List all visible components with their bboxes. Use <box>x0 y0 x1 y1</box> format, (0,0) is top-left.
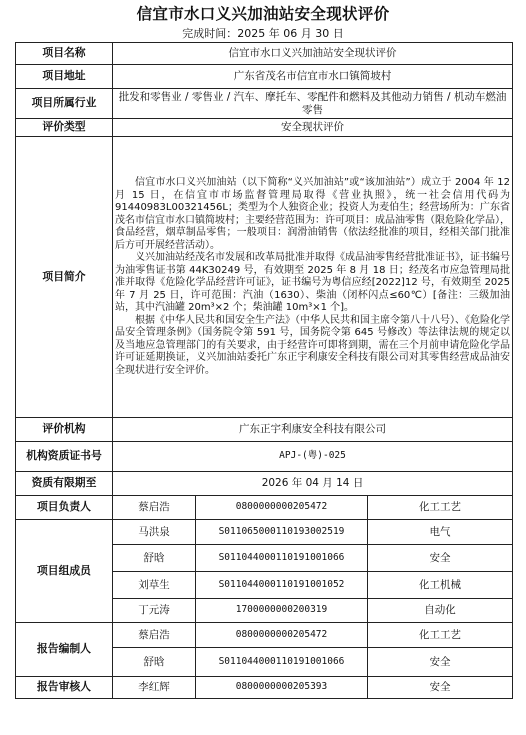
evaluation-type-label: 评价类型 <box>16 119 113 137</box>
table-row <box>16 520 513 545</box>
project-address-label: 项目地址 <box>16 65 113 89</box>
person-cert: 0800000000205472 <box>196 623 368 648</box>
person-cert: S011044000110191001066 <box>196 545 368 572</box>
report-reviewer-label: 报告审核人 <box>16 677 113 699</box>
project-name-label: 项目名称 <box>16 43 113 65</box>
person-specialty: 安全 <box>368 545 513 572</box>
person-name: 李红辉 <box>113 677 196 699</box>
person-specialty: 化工工艺 <box>368 496 513 520</box>
row-project-address <box>16 65 513 89</box>
table-row <box>16 623 513 648</box>
document-title: 信宜市水口义兴加油站安全现状评价 <box>136 5 390 23</box>
table-row <box>16 677 513 699</box>
certificate-value: APJ-(粤)-025 <box>113 442 513 472</box>
person-name: 蔡启浩 <box>113 623 196 648</box>
project-name-value: 信宜市水口义兴加油站安全现状评价 <box>113 43 513 65</box>
agency-label: 评价机构 <box>16 418 113 442</box>
project-intro-text <box>113 137 513 418</box>
person-name: 马洪泉 <box>113 520 196 545</box>
row-evaluation-type <box>16 119 513 137</box>
person-name: 刘草生 <box>113 572 196 599</box>
person-cert: 0800000000205472 <box>196 496 368 520</box>
project-industry-label: 项目所属行业 <box>16 89 113 119</box>
validity-label: 资质有限期至 <box>16 472 113 496</box>
intro-paragraph-3: 根据《中华人民共和国安全生产法》（中华人民共和国主席令第八十八号）、《危险化学品安全管理条例》（国务院令第 591 号，国务院令第 645 号修改）等法律法规的规定以及当地应急管理部门的有关要求，由于经营许可即将到期，需在三个月前申请危险化学品许可证延期换证，义兴加油站委托广东正宇利康安全科技有限公司对其零售经营成品油安全现状进行安全评价。 <box>115 314 511 376</box>
person-name: 舒晗 <box>113 648 196 677</box>
person-cert: S011065000110193002519 <box>196 520 368 545</box>
person-specialty: 电气 <box>368 520 513 545</box>
project-industry-value: 批发和零售业 / 零售业 / 汽车、摩托车、零配件和燃料及其他动力销售 / 机动车燃油零售 <box>113 89 513 119</box>
project-intro-label: 项目简介 <box>16 137 113 418</box>
report-writers-label: 报告编制人 <box>16 623 113 677</box>
evaluation-type-value: 安全现状评价 <box>113 119 513 137</box>
person-specialty: 安全 <box>368 648 513 677</box>
person-name: 蔡启浩 <box>113 496 196 520</box>
person-cert: 1700000000200319 <box>196 599 368 623</box>
row-project-name <box>16 43 513 65</box>
intro-paragraph-1: 信宜市水口义兴加油站（以下简称“义兴加油站”或“该加油站”）成立于 2004 年 12 月 15 日，在信宜市市场监督管理局取得《营业执照》，统一社会信用代码为 91440983L00321456L；类型为个人独资企业；投资人为麦伯生；经营场所为：广东省茂名市信宜市水口镇简坡村；主要经营范围为：许可项目：成品油零售（限危险化学品），食品经营，烟草制品零售；一般项目：润滑油销售（依法经批准的项目，经相关部门批准后方可开展经营活动）。 <box>115 177 511 251</box>
table-row <box>16 496 513 520</box>
person-name: 舒晗 <box>113 545 196 572</box>
validity-value: 2026 年 04 月 14 日 <box>113 472 513 496</box>
person-cert: S011044000110191001066 <box>196 648 368 677</box>
agency-value: 广东正宇利康安全科技有限公司 <box>113 418 513 442</box>
person-name: 丁元涛 <box>113 599 196 623</box>
row-certificate <box>16 442 513 472</box>
person-specialty: 自动化 <box>368 599 513 623</box>
person-cert: 0800000000205393 <box>196 677 368 699</box>
person-cert: S011044000110191001052 <box>196 572 368 599</box>
project-leader-label: 项目负责人 <box>16 496 113 520</box>
evaluation-info-table <box>15 42 513 699</box>
row-project-intro <box>16 137 513 418</box>
row-validity <box>16 472 513 496</box>
person-specialty: 安全 <box>368 677 513 699</box>
person-specialty: 化工机械 <box>368 572 513 599</box>
row-agency <box>16 418 513 442</box>
completion-date: 完成时间：2025 年 06 月 30 日 <box>182 27 344 40</box>
certificate-label: 机构资质证书号 <box>16 442 113 472</box>
row-project-industry <box>16 89 513 119</box>
person-specialty: 化工工艺 <box>368 623 513 648</box>
project-address-value: 广东省茂名市信宜市水口镇简坡村 <box>113 65 513 89</box>
intro-paragraph-2: 义兴加油站经茂名市发展和改革局批准并取得《成品油零售经营批准证书》，证书编号为油零售证书第 44K30249 号，有效期至 2025 年 8 月 18 日；经茂名市应急管理局批准并取得《危险化学品经营许可证》，证书编号为粤信应经[2022]12 号，有效期至 2025 年 7 月 25 日，许可范围：汽油（1630）、柴油（闭杯闪点≤60℃）[备注：三级加油站，其中汽油罐 20m³×2 个；柴油罐 10m³×1 个]。 <box>115 252 511 313</box>
team-members-label: 项目组成员 <box>16 520 113 623</box>
